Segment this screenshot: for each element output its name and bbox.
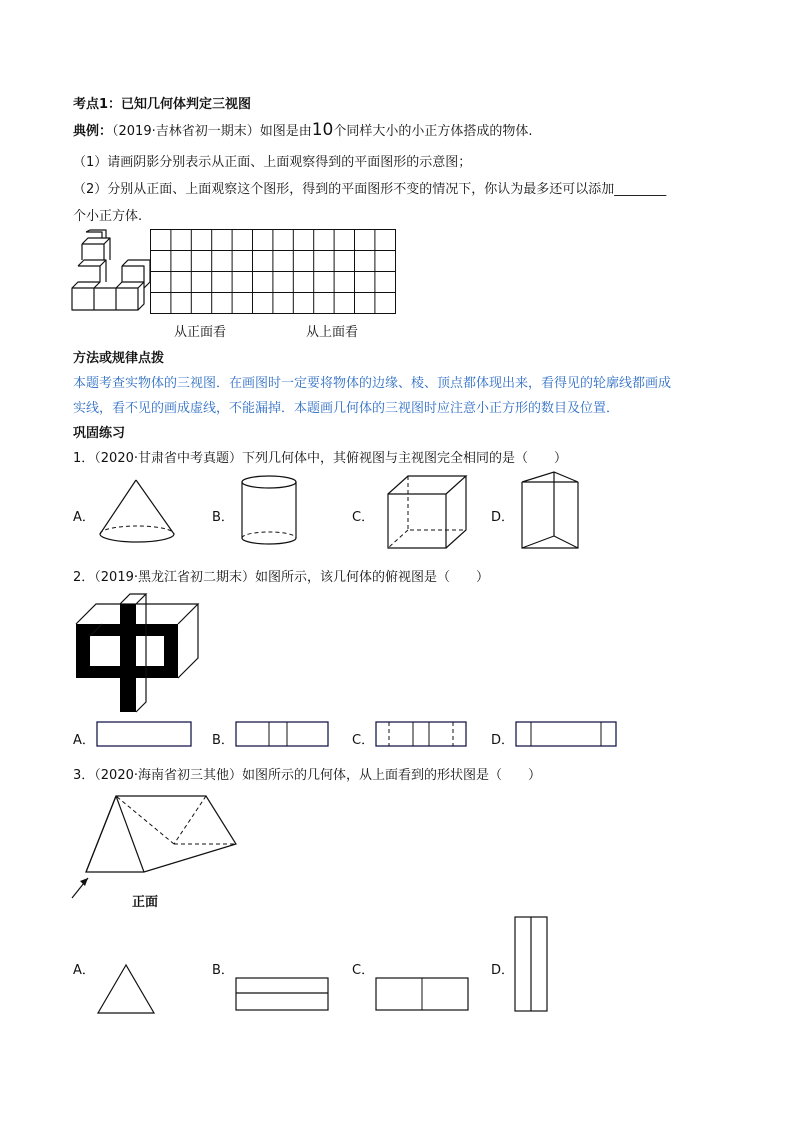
cylinder-figure — [240, 474, 300, 548]
question-2-stem: 2．（2019·黑龙江省初二期末）如图所示，该几何体的俯视图是（ ） — [73, 570, 489, 585]
method-title: 方法或规律点拨 — [73, 351, 165, 366]
q2-option-a-label[interactable]: A． — [73, 733, 95, 748]
cube-stack-figure — [72, 230, 152, 314]
q2-option-a-figure — [96, 721, 192, 747]
question-1-stem: 1．（2020·甘肃省中考真题）下列几何体中，其俯视图与主视图完全相同的是（ ） — [73, 451, 567, 466]
q2-option-b-label[interactable]: B． — [212, 733, 234, 748]
example-number: 10 — [311, 120, 334, 140]
section-title: 考点1：已知几何体判定三视图 — [73, 97, 252, 112]
zhong-shaped-solid-figure — [74, 590, 204, 714]
q1-option-c-label[interactable]: C． — [352, 510, 375, 525]
triangular-prism-lying-figure — [70, 792, 242, 900]
answer-blank: ________ — [614, 182, 667, 197]
grid-label-front: 从正面看 — [174, 325, 227, 340]
q2-option-d-label[interactable]: D． — [491, 733, 515, 748]
cone-figure — [96, 478, 180, 548]
q3-option-c-figure — [375, 977, 469, 1011]
q3-option-d-figure — [514, 916, 548, 1012]
example-question-2-end: 个小正方体. — [73, 209, 143, 224]
q3-option-c-label[interactable]: C． — [352, 963, 375, 978]
front-view-grid — [150, 229, 396, 314]
method-line-2: 实线，看不见的画成虚线，不能漏掉．本题画几何体的三视图时应注意小正方形的数目及位置． — [73, 401, 620, 416]
question-3-stem: 3．（2020·海南省初三其他）如图所示的几何体，从上面看到的形状图是（ ） — [73, 768, 541, 783]
q3-option-a-label[interactable]: A． — [73, 963, 95, 978]
grid-label-top: 从上面看 — [306, 325, 359, 340]
q3-option-b-figure — [235, 977, 329, 1011]
q2-option-b-figure — [235, 721, 329, 747]
q3-option-a-figure — [96, 963, 156, 1015]
q2-option-c-label[interactable]: C． — [352, 733, 375, 748]
example-question-2-text: （2）分别从正面、上面观察这个图形，得到的平面图形不变的情况下，你认为最多还可以添加 — [73, 182, 615, 197]
q2-option-c-figure — [375, 721, 467, 747]
example-line — [73, 120, 533, 140]
q1-option-a-label[interactable]: A． — [73, 510, 95, 525]
q3-option-b-label[interactable]: B． — [212, 963, 234, 978]
practice-title: 巩固练习 — [73, 426, 126, 441]
example-text-before: （2019·吉林省初一期末）如图是由 — [112, 124, 312, 139]
front-label: 正面 — [132, 895, 159, 910]
triangular-prism-figure — [520, 470, 580, 550]
method-line-1: 本题考查实物体的三视图．在画图时一定要将物体的边缘、棱、顶点都体现出来，看得见的轮廓线都画成 — [73, 376, 672, 391]
q1-option-b-label[interactable]: B． — [212, 510, 234, 525]
example-question-2 — [73, 178, 666, 197]
q1-option-d-label[interactable]: D． — [491, 510, 515, 525]
q3-option-d-label[interactable]: D． — [491, 963, 515, 978]
example-label: 典例： — [73, 124, 113, 139]
example-text-after: 个同样大小的小正方体搭成的物体. — [333, 124, 533, 139]
cube-figure — [386, 474, 468, 550]
q2-option-d-figure — [515, 721, 617, 747]
example-question-1: （1）请画阴影分别表示从正面、上面观察得到的平面图形的示意图； — [73, 155, 472, 170]
